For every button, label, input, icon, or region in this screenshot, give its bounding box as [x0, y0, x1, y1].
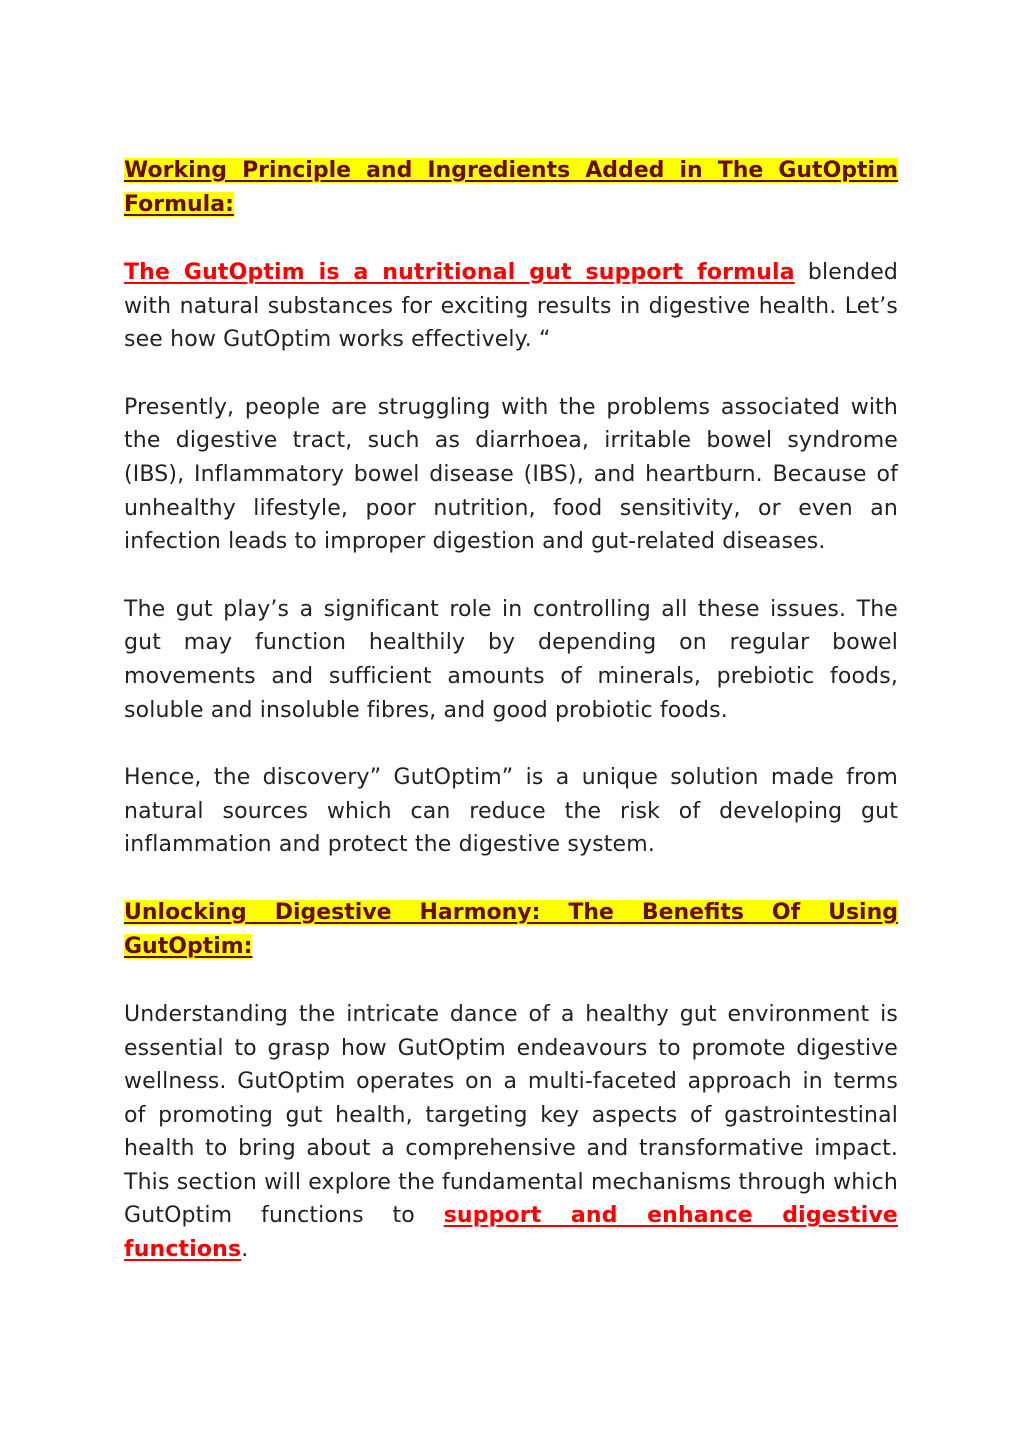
heading-working-principle-text: Working Principle and Ingredients Added in The GutOptim Formula: — [124, 158, 898, 217]
paragraph-digestive-problems: Presently, people are struggling with the problems associated with the digestive tract, such as diarrhoea, irritable bowel syndrome (IBS), Inflammatory bowel disease (IBS), and heartburn. Because of unhealthy lifestyle, poor nutrition, food sensitivity, or even an infection leads to improper digestion and gut-related diseases. — [124, 394, 898, 555]
spacer — [124, 559, 898, 593]
paragraph-discovery: Hence, the discovery” GutOptim” is a unique solution made from natural sources which can reduce the risk of developing gut inflammation and protect the digestive system. — [124, 765, 898, 858]
heading-benefits — [124, 896, 898, 964]
paragraph-mechanisms — [124, 998, 898, 1267]
support-digestive-link[interactable]: support and enhance digestive functions — [124, 1203, 899, 1263]
heading-working-principle — [124, 154, 898, 222]
intro-text: blended with natural substances for exciting results in digestive health. Let’s see how GutOptim works effectively. “ — [124, 260, 899, 353]
mechanisms-end: . — [241, 1237, 249, 1263]
heading-benefits-text: Unlocking Digestive Harmony: The Benefits Of Using GutOptim: — [124, 899, 898, 959]
intro-link[interactable]: The GutOptim is a nutritional gut support formula — [124, 260, 795, 285]
intro-paragraph — [124, 256, 898, 357]
spacer — [124, 222, 898, 256]
document-page — [124, 154, 898, 1267]
paragraph-gut-role: The gut play’s a significant role in controlling all these issues. The gut may function healthily by depending on regular bowel movements and sufficient amounts of minerals, prebiotic foods, soluble and insoluble fibres, and good probiotic foods. — [124, 596, 898, 723]
spacer — [124, 357, 898, 391]
spacer — [124, 862, 898, 896]
spacer — [124, 727, 898, 761]
spacer — [124, 964, 898, 998]
mechanisms-text: Understanding the intricate dance of a healthy gut environment is essential to grasp how GutOptim endeavours to promote digestive wellness. GutOptim operates on a multi-faceted approach in terms of promoting gut health, targeting key aspects of gastrointestinal health to bring about a comprehensive and transformative impact. This section will explore the fundamental mechanisms through which GutOptim functions to — [124, 1001, 898, 1229]
